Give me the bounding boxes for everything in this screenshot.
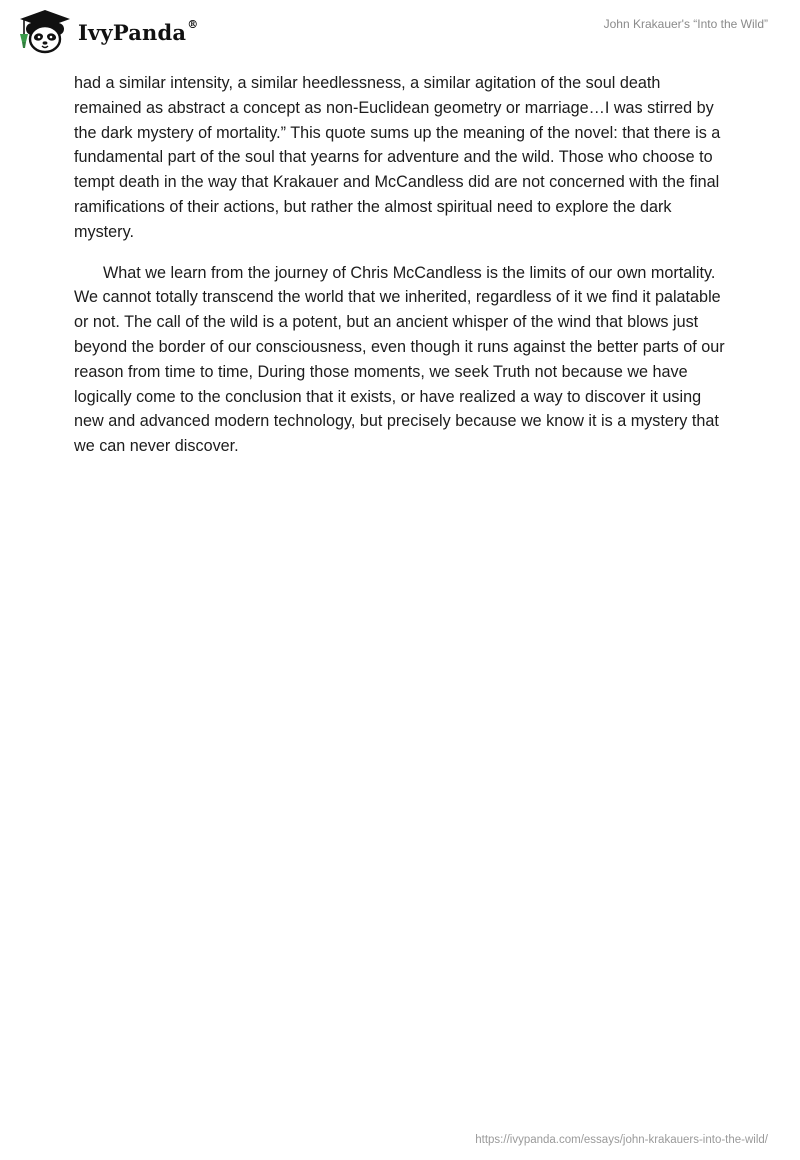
ivypanda-logo[interactable] — [16, 8, 198, 54]
paragraph-1: had a similar intensity, a similar heedlessness, a similar agitation of the soul death remained as abstract a concept as non-Euclidean geometry or marriage…I was stirred by the dark mystery of mortality.” This quote sums up the meaning of the novel: that there is a fundamental part of the soul that yearns for adventure and the wild. Those who choose to tempt death in the way that Krakauer and McCandless did are not concerned with the final ramifications of their actions, but rather the almost spiritual need to explore the dark mystery. — [74, 74, 721, 241]
page-header — [0, 0, 800, 62]
registered-mark: ® — [187, 17, 199, 31]
brand-name: IvyPanda® — [78, 17, 199, 45]
essay-body — [74, 71, 730, 475]
source-url[interactable]: https://ivypanda.com/essays/john-krakauers-into-the-wild/ — [475, 1134, 768, 1146]
paragraph-2: What we learn from the journey of Chris McCandless is the limits of our own mortality. We cannot totally transcend the world that we inherited, regardless of it we find it palatable or not. The call of the wild is a potent, but an ancient whisper of the wind that blows just beyond the border of our consciousness, even though it runs against the better parts of our reason from time to time, During those moments, we seek Truth not because we have logically come to the conclusion that it exists, or have realized a way to discover it using new and advanced modern technology, but precisely because we know it is a mystery that we can never discover. — [74, 263, 725, 456]
running-title: John Krakauer's “Into the Wild” — [603, 17, 768, 31]
panda-mascot-icon — [16, 8, 74, 54]
